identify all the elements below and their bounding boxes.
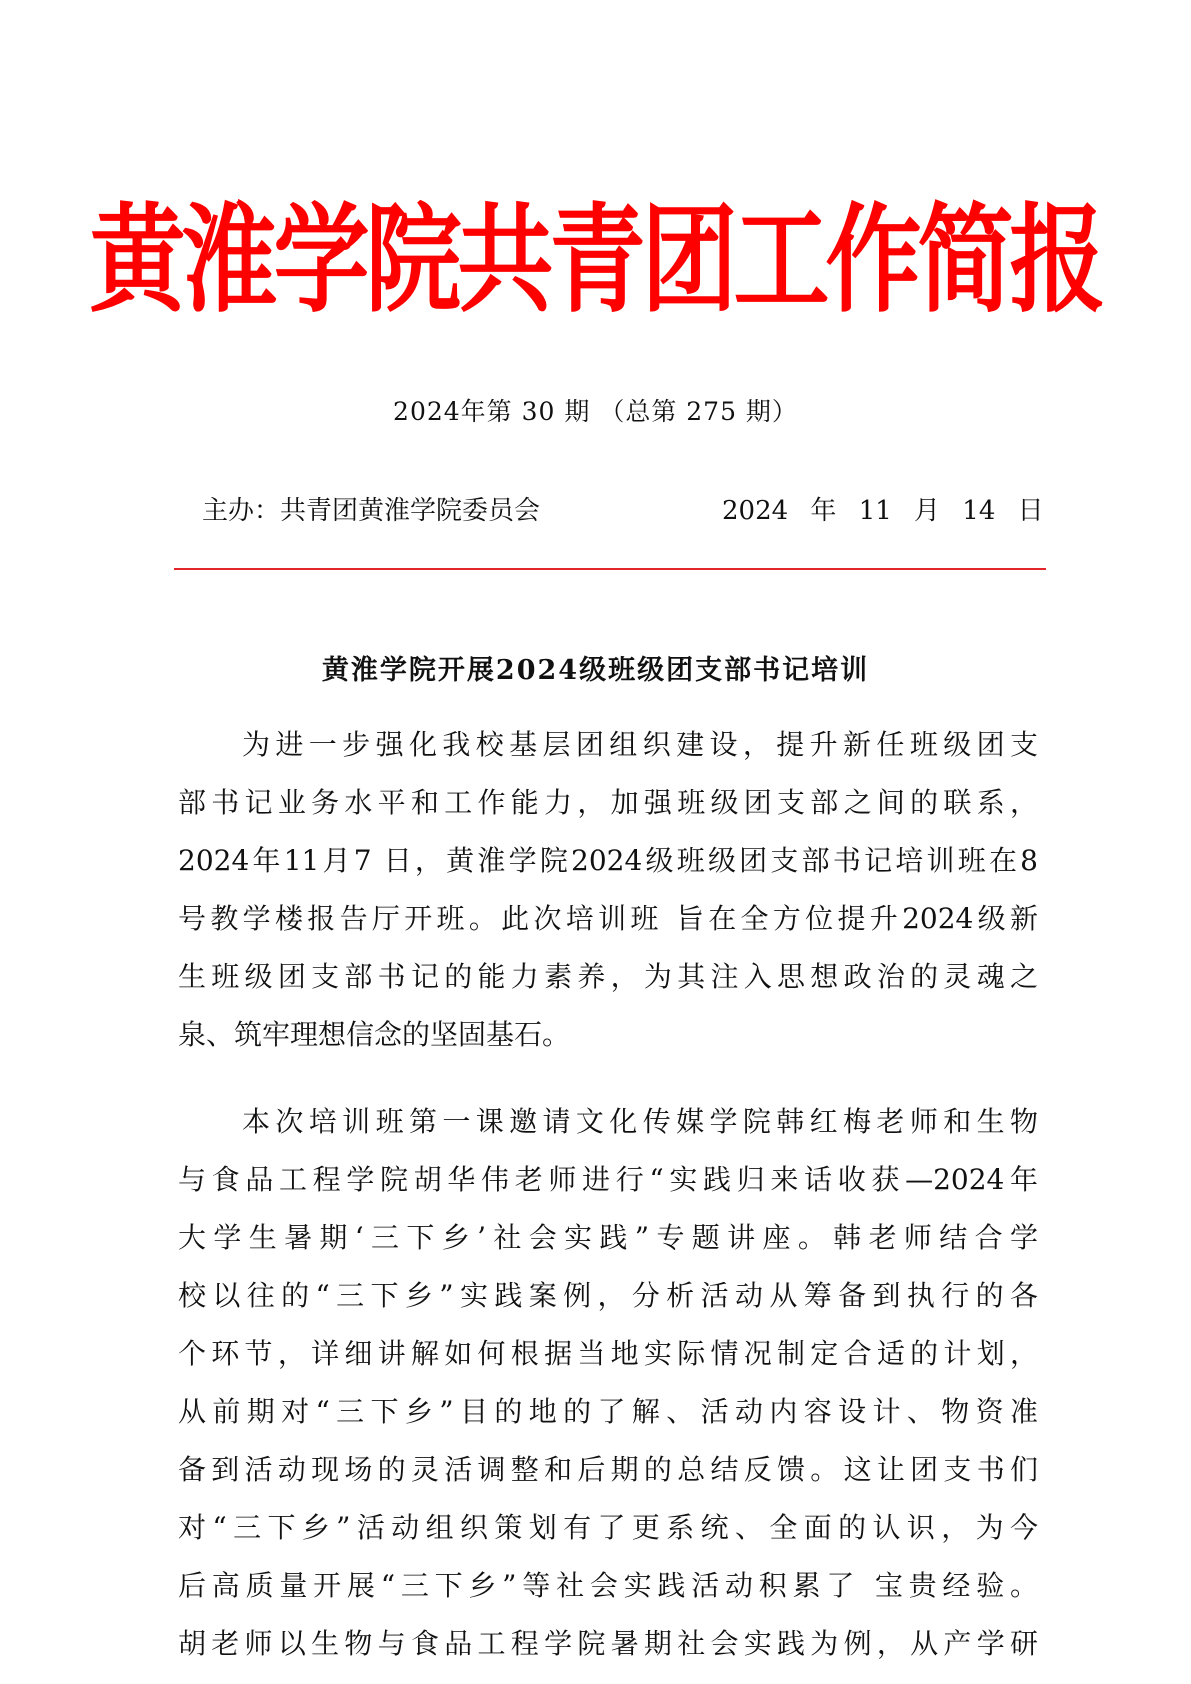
paragraph-line: 个环节，详细讲解如何根据当地实际情况制定合适的计划， [178,1337,1038,1370]
paragraph-line: 与食品工程学院胡华伟老师进行“实践归来话收获—2024年 [178,1163,1038,1196]
issue-number: 2024年第 30 期 （总第 275 期） [393,397,798,426]
paragraph-line: 胡老师以生物与食品工程学院暑期社会实践为例，从产学研 [178,1627,1038,1660]
paragraph-line: 校以往的“三下乡”实践案例，分析活动从筹备到执行的各 [178,1279,1038,1312]
paragraph-1 [178,716,1038,1064]
paragraph-line: 大学生暑期‘三下乡’社会实践”专题讲座。韩老师结合学 [178,1221,1038,1254]
paragraph-line: 部书记业务水平和工作能力，加强班级团支部之间的联系， [178,786,1038,819]
paragraph-2 [178,1093,1038,1673]
publish-date: 2024 年 11 月 14 日 [722,496,1044,526]
paragraph-line: 泉、筑牢理想信念的坚固基石。 [178,1018,571,1051]
header-divider [174,568,1046,570]
article-title: 黄淮学院开展2024级班级团支部书记培训 [321,655,870,686]
masthead-title: 黄淮学院共青团工作简报 [89,191,1102,329]
paragraph-line: 2024年11月7 日，黄淮学院2024级班级团支部书记培训班在8 [178,844,1038,877]
paragraph-line: 生班级团支部书记的能力素养，为其注入思想政治的灵魂之 [178,960,1038,993]
paragraph-line: 对“三下乡”活动组织策划有了更系统、全面的认识，为今 [178,1511,1038,1544]
paragraph-line: 号教学楼报告厅开班。此次培训班 旨在全方位提升2024级新 [178,902,1038,935]
paragraph-line: 为进一步强化我校基层团组织建设，提升新任班级团支 [242,728,1038,761]
paragraph-line: 后高质量开展“三下乡”等社会实践活动积累了 宝贵经验。 [178,1569,1038,1602]
paragraph-line: 本次培训班第一课邀请文化传媒学院韩红梅老师和生物 [242,1105,1038,1138]
paragraph-line: 从前期对“三下乡”目的地的了解、活动内容设计、物资准 [178,1395,1038,1428]
paragraph-line: 备到活动现场的灵活调整和后期的总结反馈。这让团支书们 [178,1453,1038,1486]
sponsor-line: 主办：共青团黄淮学院委员会 [202,496,541,526]
